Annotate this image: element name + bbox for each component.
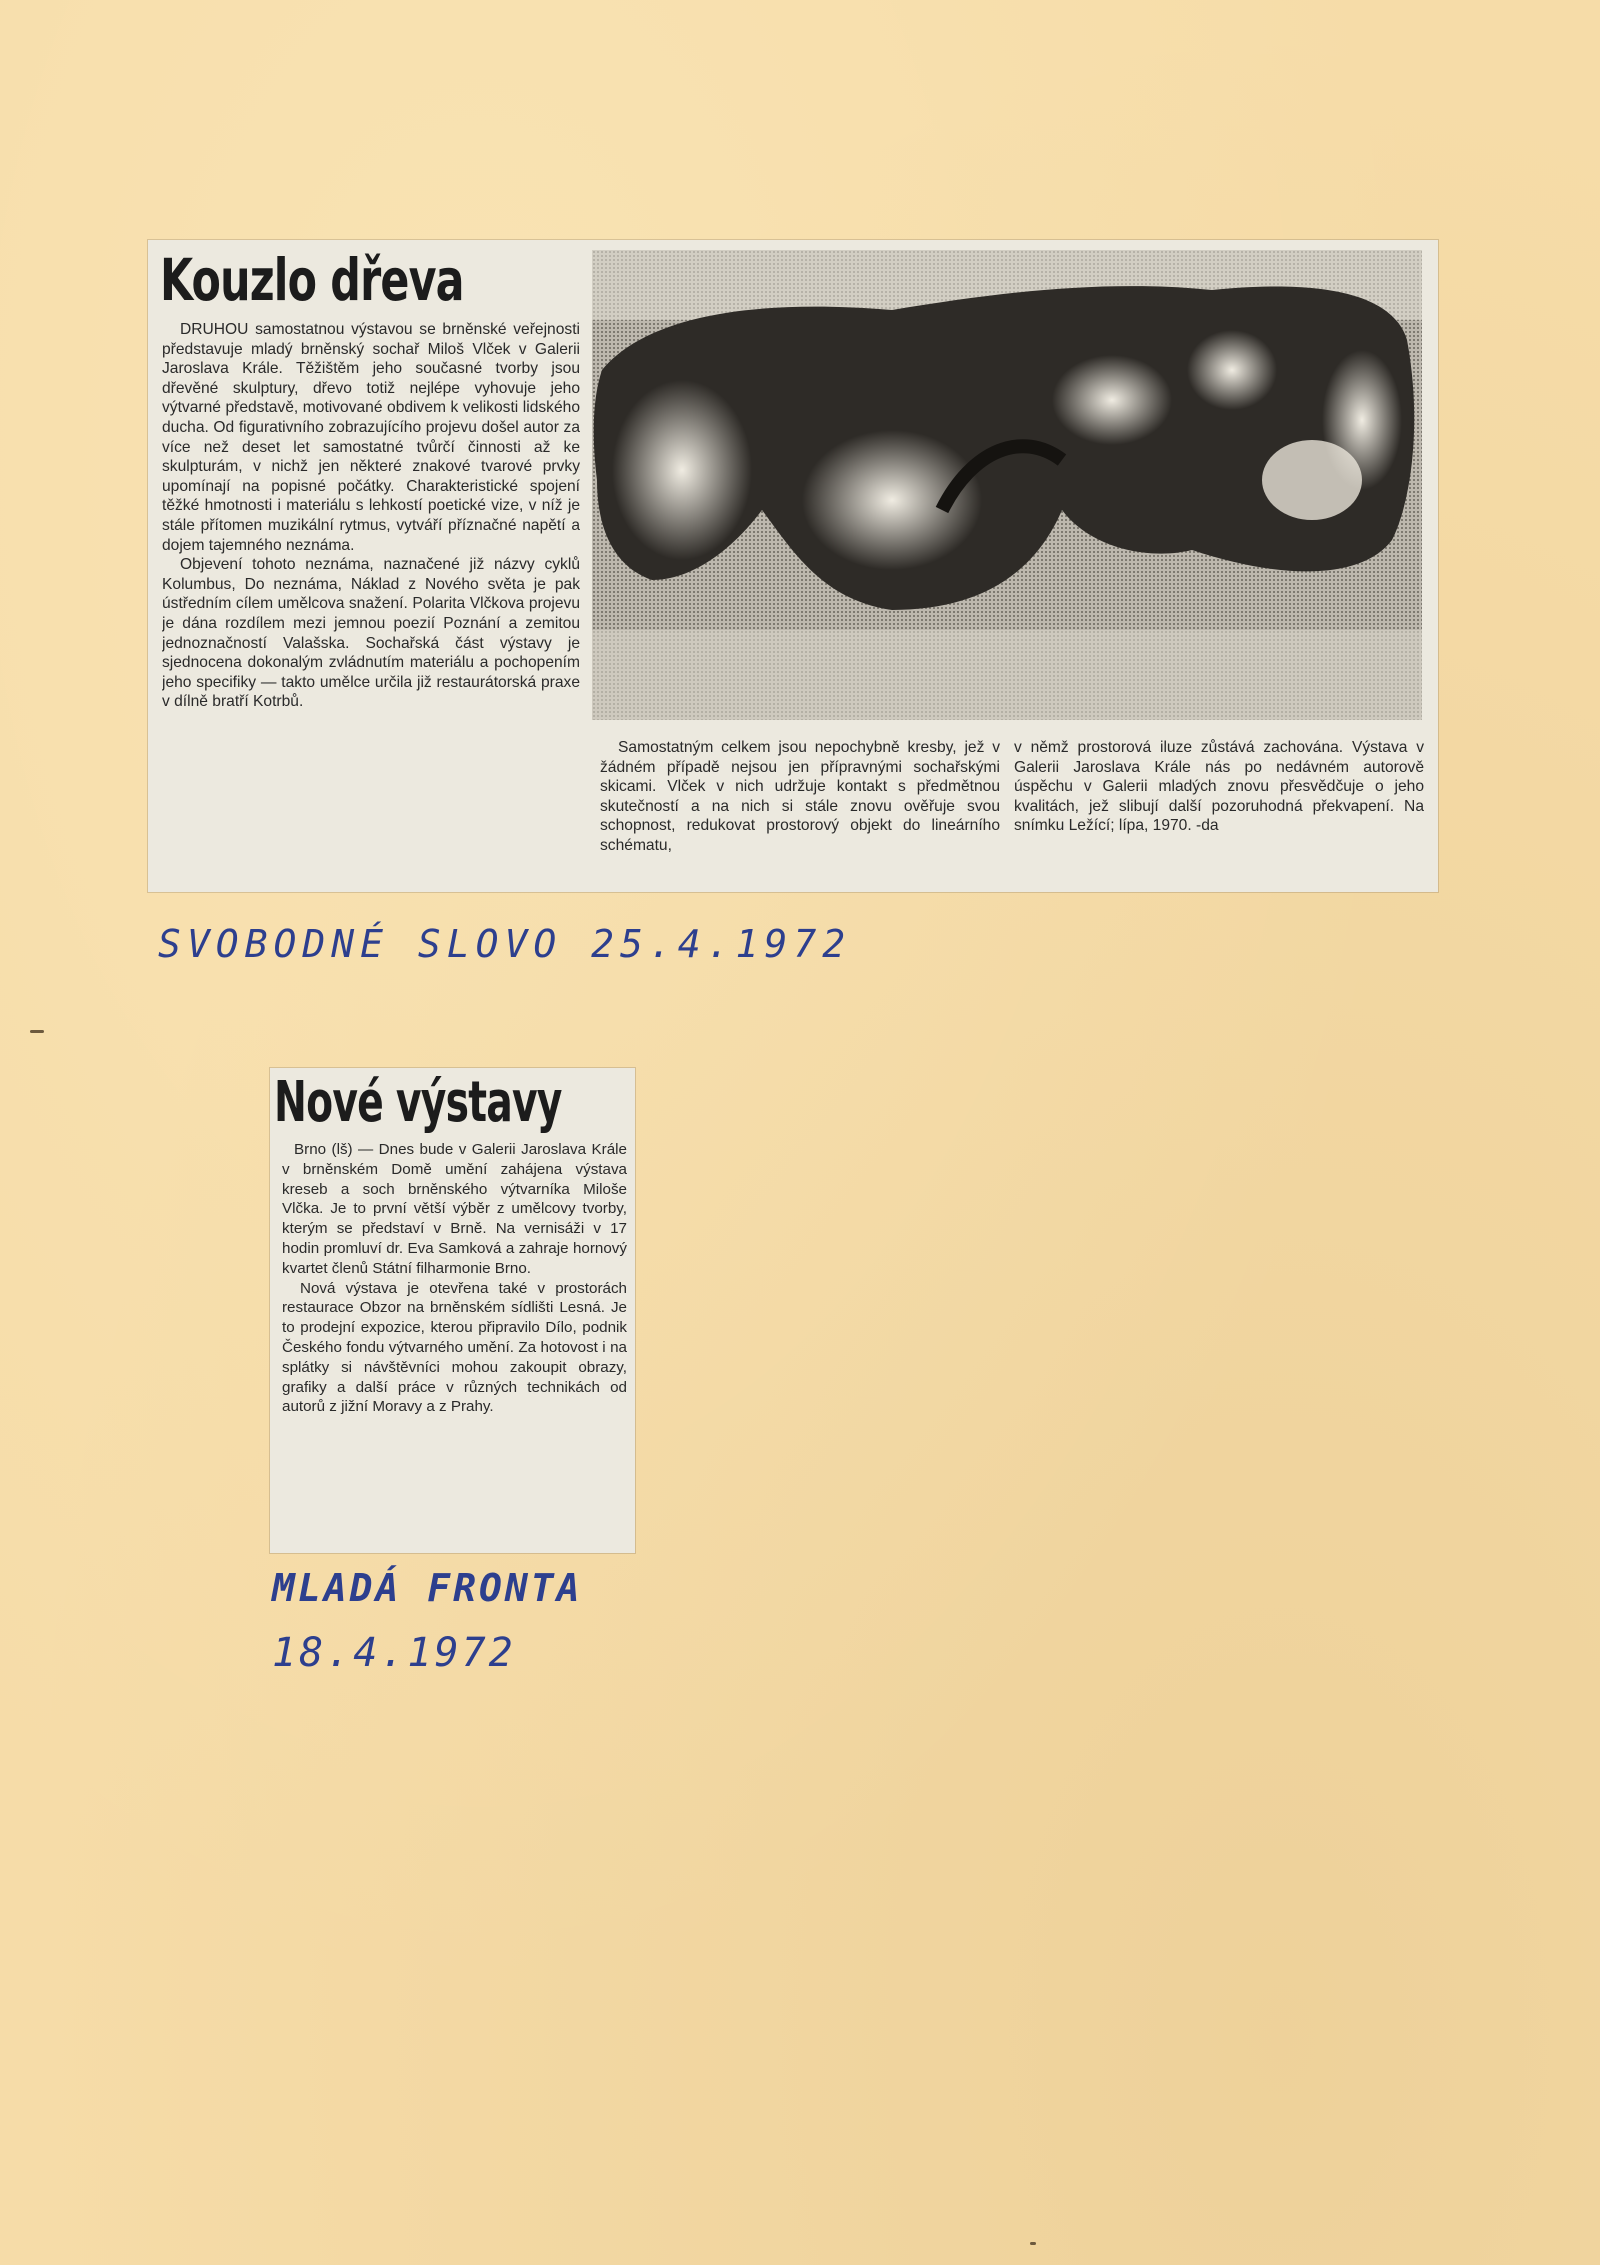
article-paragraph: v němž prostorová iluze zůstává zachována. Výstava v Galerii Jaroslava Krále nás po nedávném autorově úspěchu v Galerii mladých znovu přesvědčuje o jeho kvalitách, jež slibují další pozoruhodná překvapení. Na snímku Ležící; lípa, 1970. -da — [1014, 739, 1424, 835]
paper-speck — [1030, 2242, 1036, 2245]
article-paragraph: Objevení tohoto neznáma, naznačené již názvy cyklů Kolumbus, Do neznáma, Náklad z Nového světa je pak ústředním cílem umělcova snažení. Polarita Vlčkova projevu je dána rozdílem mezi jemnou poezií Poznání a zemitou jednoznačností Valašska. Sochařská část výstavy je sjednocena dokonalým zvládnutím materiálu a pochopením jeho specifiky — takto umělce určila již restaurátorská praxe v dílně bratří Kotrbů. — [162, 556, 580, 711]
article-column-1 — [162, 320, 580, 890]
handwritten-source-note: MLADÁ FRONTA — [272, 1566, 583, 1610]
paper-speck — [30, 1030, 44, 1033]
handwritten-date-note: 18.4.1972 — [272, 1630, 516, 1676]
article-paragraph: Nová výstava je otevřena také v prostorách restaurace Obzor na brněnském sídlišti Lesná. Je to prodejní expozice, kterou připravilo Dílo, podnik Českého fondu výtvarného umění. Za hotovost i na splátky si návštěvníci mohou zakoupit obrazy, grafiky a další práce v různých technikách od autorů z jižní Moravy a z Prahy. — [282, 1279, 627, 1416]
article-column — [282, 1140, 627, 1550]
article-column-3 — [1014, 738, 1424, 888]
newspaper-clipping-kouzlo-dreva — [148, 240, 1438, 892]
article-paragraph: Samostatným celkem jsou nepochybně kresby, jež v žádném případě nejsou jen přípravnými sochařskými skicami. Vlček v nich udržuje kontakt s předmětnou skutečností a na nich si stále znovu ověřuje svou schopnost, redukovat prostorový objekt do lineárního schématu, — [600, 739, 1000, 854]
clipping-headline: Kouzlo dřeva — [160, 246, 464, 314]
sculpture-image — [592, 250, 1422, 720]
article-paragraph: DRUHOU samostatnou výstavou se brněnské veřejnosti představuje mladý brněnský sochař Miloš Vlček v Galerii Jaroslava Krále. Těžištěm jeho současné tvorby jsou dřevěné skulptury, dřevo totiž nejlépe vyhovuje jeho výtvarné představě, motivované obdivem k velikosti lidského ducha. Od figurativního zobrazujícího projevu došel autor za více než deset let samostatné tvůrčí činnosti až ke skulpturám, v nichž jen některé znakové tvarové prvky upomínají na popisné počátky. Charakteristické spojení těžké hmotnosti i materiálu s lehkostí poetické vize, v níž je stále přítomen muzikální rytmus, vytváří příznačné napětí a dojem tajemného neznáma. — [162, 321, 580, 554]
newspaper-clipping-nove-vystavy — [270, 1068, 635, 1553]
handwritten-source-note: SVOBODNÉ SLOVO 25.4.1972 — [158, 922, 852, 966]
article-column-2 — [600, 738, 1000, 888]
clipping-headline: Nové výstavy — [274, 1070, 562, 1135]
article-paragraph: Brno (lš) — Dnes bude v Galerii Jaroslava Krále v brněnském Domě umění zahájena výstava kreseb a soch brněnského výtvarníka Miloše Vlčka. Je to první větší výběr z umělcovy tvorby, kterým se představí v Brně. Na vernisáži v 17 hodin promluví dr. Eva Samková a zahraje hornový kvartet členů Státní filharmonie Brno. — [282, 1141, 627, 1277]
sculpture-photo — [592, 250, 1422, 720]
